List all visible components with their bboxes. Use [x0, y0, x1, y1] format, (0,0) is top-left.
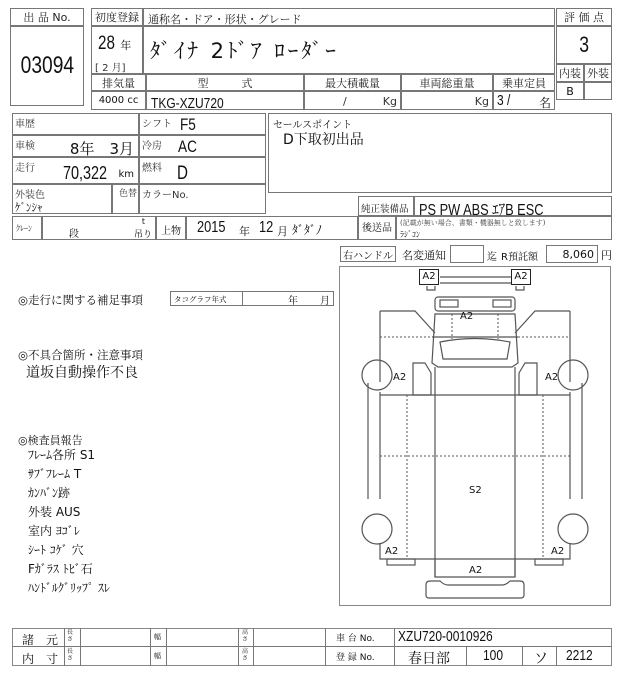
col-divider [466, 646, 467, 666]
col-divider [80, 628, 81, 666]
score-value: 3 [579, 32, 589, 57]
dims-length-label: 長さ [67, 629, 74, 643]
mileage-label: 走行 [15, 163, 35, 174]
dims-label: 諸 元 [22, 633, 59, 647]
equipment-value-cell [414, 196, 612, 219]
exterior-label: 外装 [584, 64, 612, 82]
max-load-unit: Kg [382, 95, 397, 108]
fuel-label: 燃料 [142, 163, 162, 174]
lot-number: 03094 [20, 52, 74, 79]
crane-lift-label: 吊り [133, 230, 152, 240]
inner-width-label: 幅 [154, 652, 161, 660]
yen-label: 円 [601, 249, 612, 262]
tachograph-field [170, 291, 334, 306]
color-no-cell [139, 184, 266, 214]
recycle-value: 8,060 [562, 248, 594, 261]
body-year-unit: 年 [239, 225, 250, 238]
inspection-label: 車検 [15, 141, 35, 152]
capacity-unit: 名 [538, 96, 551, 110]
body-value-cell [186, 216, 358, 240]
reg-area: 春日部 [408, 651, 450, 667]
inspector-list [28, 446, 228, 598]
mark-rear-left: A2 [385, 546, 399, 557]
capacity-label: 乗車定員 [493, 74, 555, 91]
capacity-value: 3 / [497, 92, 511, 109]
exterior-grade [584, 82, 612, 100]
equipment-label: 純正装備品 [361, 204, 409, 215]
name-change-label: 名変通知 [402, 249, 446, 262]
mark-bed: S2 [469, 485, 482, 496]
equipment-value: PS PW ABS ｴｱB ESC [419, 202, 544, 219]
max-load-value: / [343, 95, 347, 108]
mileage-value: 70,322 [63, 163, 108, 183]
lot-label-cell [10, 8, 84, 26]
reg-kana: ソ [534, 651, 548, 667]
inspector-item: ｶﾝﾊﾞﾝ跡 [28, 486, 71, 500]
vehicle-diagram [340, 266, 611, 606]
body-label-cell [156, 216, 186, 240]
score-label: 評 価 点 [556, 8, 612, 26]
vehicle-name: ﾀﾞｲﾅ 2ﾄﾞｱ ﾛｰﾀﾞｰ [150, 39, 339, 63]
sales-point-label: セールスポイント [273, 120, 353, 131]
inspector-item: 室内 ﾖｺﾞﾚ [28, 524, 80, 538]
reg-number: 2212 [566, 647, 593, 664]
mark-mirror-left: A2 [419, 269, 439, 285]
after-value: ﾗｼﾞｺﾝ [400, 230, 420, 239]
inspector-item: ｼｰﾄ ｺｹﾞ 穴 [28, 543, 84, 557]
first-reg-label: 初度登録 [91, 8, 143, 26]
defects-text: 道坂自動操作不良 [26, 365, 138, 381]
body-month: 12 [259, 219, 274, 236]
equipment-label-cell [358, 196, 414, 216]
inspector-item: Fｶﾞﾗｽ ﾄﾋﾞ石 [28, 562, 93, 576]
name-change-field [450, 245, 484, 263]
color-label: 外装色 [15, 190, 45, 201]
interior-grade: B [556, 82, 584, 100]
color-cell [12, 184, 112, 214]
name-label: 通称名・ドア・形状・グレード [143, 8, 555, 26]
first-reg-month: [ 2 月] [95, 63, 126, 74]
inspection-cell [12, 135, 139, 157]
col-divider [556, 646, 557, 666]
after-label-cell [358, 216, 396, 240]
recycle-field [546, 245, 598, 263]
model-label: 型 式 [146, 74, 304, 91]
chassis-label: 車 台 No. [336, 634, 375, 644]
model-value: TKG-XZU720 [151, 95, 224, 112]
max-load-label: 最大積載量 [304, 74, 401, 91]
dims-height-label: 高さ [242, 629, 249, 643]
ac-cell [139, 135, 266, 157]
reg-label: 登 録 No. [336, 653, 375, 663]
crane-stage-unit: 段 [69, 229, 79, 240]
lot-label: 出 品 No. [23, 11, 71, 24]
sales-point-text: D下取初出品 [283, 132, 364, 148]
col-divider [238, 628, 239, 666]
body-maker: ﾀﾞﾀﾞﾉ [292, 223, 323, 237]
crane-ton-unit: t [141, 217, 145, 226]
inspector-item: 外装 AUS [28, 505, 81, 519]
truck-outline [340, 267, 610, 607]
tachograph-month-unit: 月 [320, 296, 330, 307]
reg-class: 100 [483, 647, 504, 664]
tachograph-label: タコグラフ年式 [171, 292, 243, 305]
first-reg-cell [91, 26, 143, 74]
score-cell [556, 26, 612, 64]
inspection-value: 8年 3月 [69, 140, 134, 158]
interior-label: 内装 [556, 64, 584, 82]
mark-front-right: A2 [545, 372, 559, 383]
body-year: 2015 [197, 219, 226, 236]
gross-weight-unit: Kg [474, 95, 489, 108]
col-divider [253, 628, 254, 666]
history-label: 車歴 [15, 119, 35, 130]
after-value-cell [396, 216, 612, 240]
crane-label: ｸﾚｰﾝ [16, 224, 32, 233]
inner-height-label: 高さ [242, 648, 249, 662]
capacity-cell [493, 91, 555, 110]
col-divider [394, 628, 395, 666]
mileage-cell [12, 157, 139, 184]
col-divider [522, 646, 523, 666]
after-note: (記載が無い場合、書類・機器無しと致します) [400, 219, 546, 227]
color-value: ｹﾞﾝｼｬ [15, 201, 43, 214]
shift-label: シフト [142, 119, 172, 130]
crane-value-cell [42, 216, 156, 240]
col-divider [325, 628, 326, 666]
mark-rear-right: A2 [551, 546, 565, 557]
first-reg-year-unit: 年 [120, 39, 132, 52]
color-no-label: カラーNo. [142, 190, 189, 201]
defects-title: ◎不具合箇所・注意事項 [18, 348, 144, 362]
model-cell [146, 91, 304, 110]
gross-weight-label: 車両総重量 [401, 74, 493, 91]
after-label: 後送品 [362, 223, 392, 234]
max-load-cell [304, 91, 401, 110]
recycle-label: R預託額 [501, 252, 538, 263]
col-divider [64, 628, 65, 666]
mark-rear-center: A2 [469, 565, 483, 576]
dims-width-label: 幅 [154, 633, 161, 641]
crane-label-cell [12, 216, 42, 240]
displacement-value: 4000 cc [91, 91, 146, 110]
vehicle-name-cell [143, 26, 555, 74]
displacement-label: 排気量 [91, 74, 146, 91]
body-label: 上物 [161, 226, 181, 237]
shift-cell [139, 113, 266, 135]
body-month-unit: 月 [277, 225, 288, 238]
color-change-cell [112, 184, 139, 214]
col-divider [166, 628, 167, 666]
mark-cab-front: A2 [460, 311, 474, 322]
ac-value: AC [178, 137, 197, 156]
inner-length-label: 長さ [67, 648, 74, 662]
inspector-item: ﾊﾝﾄﾞﾙｸﾞﾘｯﾌﾟ ｽﾚ [28, 581, 110, 595]
col-divider [150, 628, 151, 666]
tachograph-year-unit: 年 [288, 296, 298, 307]
inner-dims-label: 内 寸 [22, 652, 59, 666]
history-cell [12, 113, 139, 135]
chassis-number: XZU720-0010926 [398, 628, 493, 645]
shift-value: F5 [180, 115, 196, 134]
color-change-label: 色替 [118, 189, 137, 199]
until-label: 迄 [487, 252, 497, 263]
inspector-item: ｻﾌﾞﾌﾚｰﾑ T [28, 467, 82, 481]
first-reg-year: 28 [98, 33, 115, 54]
mark-front-left: A2 [393, 372, 407, 383]
fuel-cell [139, 157, 266, 184]
fuel-value: D [177, 163, 188, 184]
gross-weight-cell [401, 91, 493, 110]
sales-point-cell [268, 113, 612, 193]
handle-badge: 右ハンドル [340, 246, 396, 262]
lot-number-cell [10, 26, 84, 106]
driving-notes-title: ◎走行に関する補足事項 [18, 293, 144, 307]
mileage-unit: km [118, 169, 134, 180]
inspector-title: ◎検査員報告 [18, 434, 83, 447]
mark-mirror-right: A2 [511, 269, 531, 285]
ac-label: 冷房 [142, 141, 162, 152]
inspector-item: ﾌﾚｰﾑ各所 S1 [28, 448, 96, 462]
